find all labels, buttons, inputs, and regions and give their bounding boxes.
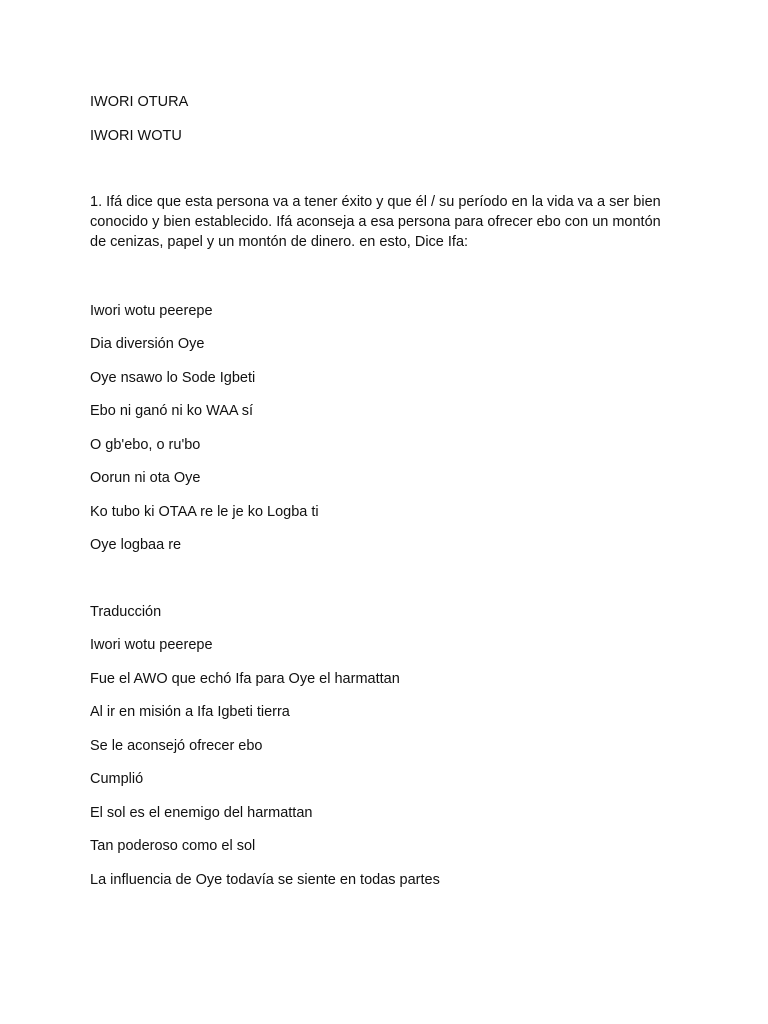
translation-line: Iwori wotu peerepe bbox=[90, 637, 213, 653]
document-title: IWORI OTURA bbox=[90, 94, 189, 110]
verse-line: Oye logbaa re bbox=[90, 537, 182, 553]
verse-line: Oye nsawo lo Sode Igbeti bbox=[90, 370, 256, 386]
verse-line: Ebo ni ganó ni ko WAA sí bbox=[90, 403, 254, 419]
translation-line: El sol es el enemigo del harmattan bbox=[90, 805, 313, 821]
translation-line: Al ir en misión a Ifa Igbeti tierra bbox=[90, 704, 290, 720]
translation-heading: Traducción bbox=[90, 604, 162, 620]
intro-paragraph: 1. Ifá dice que esta persona va a tener éxito y que él / su período en la vida va a ser bien conocido y bien establecido. Ifá aconseja a esa persona para ofrecer ebo con un montón de cenizas, papel y un montón de dinero. en esto, Dice Ifa: bbox=[90, 194, 661, 250]
translation-line: Tan poderoso como el sol bbox=[90, 838, 256, 854]
verse-line: Dia diversión Oye bbox=[90, 336, 205, 352]
translation-line: Fue el AWO que echó Ifa para Oye el harmattan bbox=[90, 671, 400, 687]
verse-line: Iwori wotu peerepe bbox=[90, 303, 213, 319]
translation-line: Se le aconsejó ofrecer ebo bbox=[90, 738, 263, 754]
translation-line: Cumplió bbox=[90, 771, 144, 787]
verse-line: O gb'ebo, o ru'bo bbox=[90, 437, 201, 453]
document-subtitle: IWORI WOTU bbox=[90, 128, 182, 144]
verse-line: Oorun ni ota Oye bbox=[90, 470, 201, 486]
verse-line: Ko tubo ki OTAA re le je ko Logba ti bbox=[90, 504, 319, 520]
translation-line: La influencia de Oye todavía se siente en todas partes bbox=[90, 872, 440, 888]
